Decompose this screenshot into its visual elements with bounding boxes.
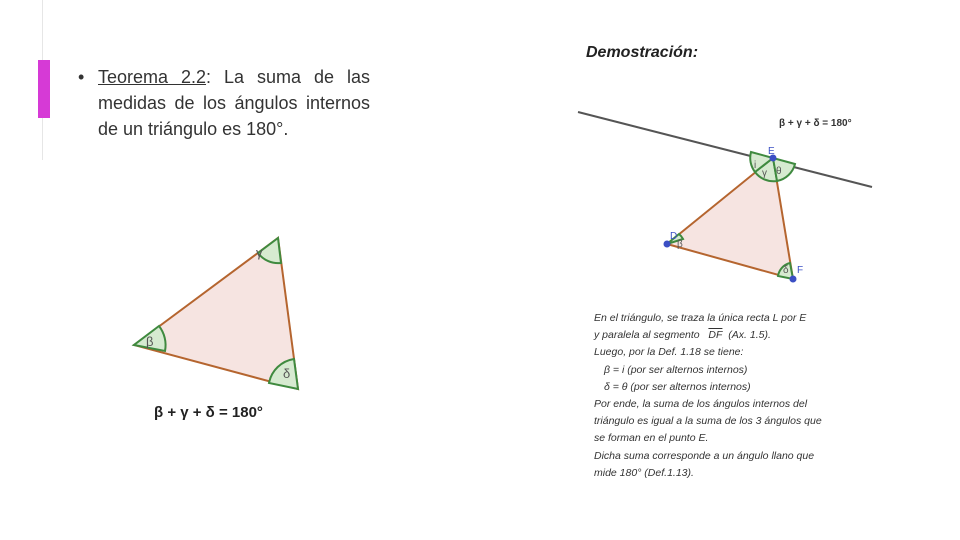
right-figure	[578, 112, 872, 283]
proof-line	[594, 327, 864, 344]
left-label-delta: δ	[283, 366, 291, 381]
proof-line: Luego, por la Def. 1.18 se tiene:	[594, 346, 744, 359]
point-D-label: D	[670, 231, 678, 242]
proof-line-part: y paralela al segmento	[594, 329, 700, 342]
point-F	[790, 276, 797, 283]
left-label-gamma: γ	[256, 245, 263, 260]
bullet: •	[78, 67, 85, 87]
proof-line: Por ende, la suma de los ángulos internos del	[594, 398, 808, 411]
right-label-theta: θ	[776, 166, 782, 177]
proof-line: En el triángulo, se traza la única recta L por E	[594, 312, 807, 324]
proof-line: se forman en el punto E.	[594, 432, 709, 445]
proof-line: triángulo es igual a la suma de los 3 ángulos que	[594, 415, 822, 428]
segment-DF: $\overline{DF}$	[708, 329, 723, 342]
point-E-label: E	[768, 146, 775, 157]
right-equation: β + γ + δ = 180°	[779, 118, 852, 129]
left-caption: β + γ + δ = 180°	[154, 404, 263, 421]
point-F-label: F	[797, 265, 804, 276]
proof-line-part: (Ax. 1.5).	[728, 329, 771, 342]
proof-text	[594, 310, 864, 482]
theorem-title: Teorema 2.2	[98, 67, 207, 87]
demo-title: Demostración:	[586, 44, 699, 61]
proof-line: mide 180° (Def.1.13).	[594, 466, 694, 479]
right-label-delta: δ	[783, 265, 789, 276]
proof-line: Dicha suma corresponde a un ángulo llano que	[594, 449, 815, 462]
right-label-iota: i	[754, 160, 757, 171]
left-triangle-figure	[134, 238, 298, 421]
theorem-colon: :	[206, 67, 212, 87]
left-label-beta: β	[146, 334, 154, 349]
right-label-beta: β	[677, 239, 683, 250]
right-label-gamma: γ	[762, 168, 767, 179]
proof-line: δ = θ (por ser alternos internos)	[604, 380, 751, 393]
proof-line: β = i (por ser alternos internos)	[604, 363, 748, 376]
theorem-text: La suma de las medidas de los ángulos internos de un triángulo es 180°.	[98, 67, 370, 139]
